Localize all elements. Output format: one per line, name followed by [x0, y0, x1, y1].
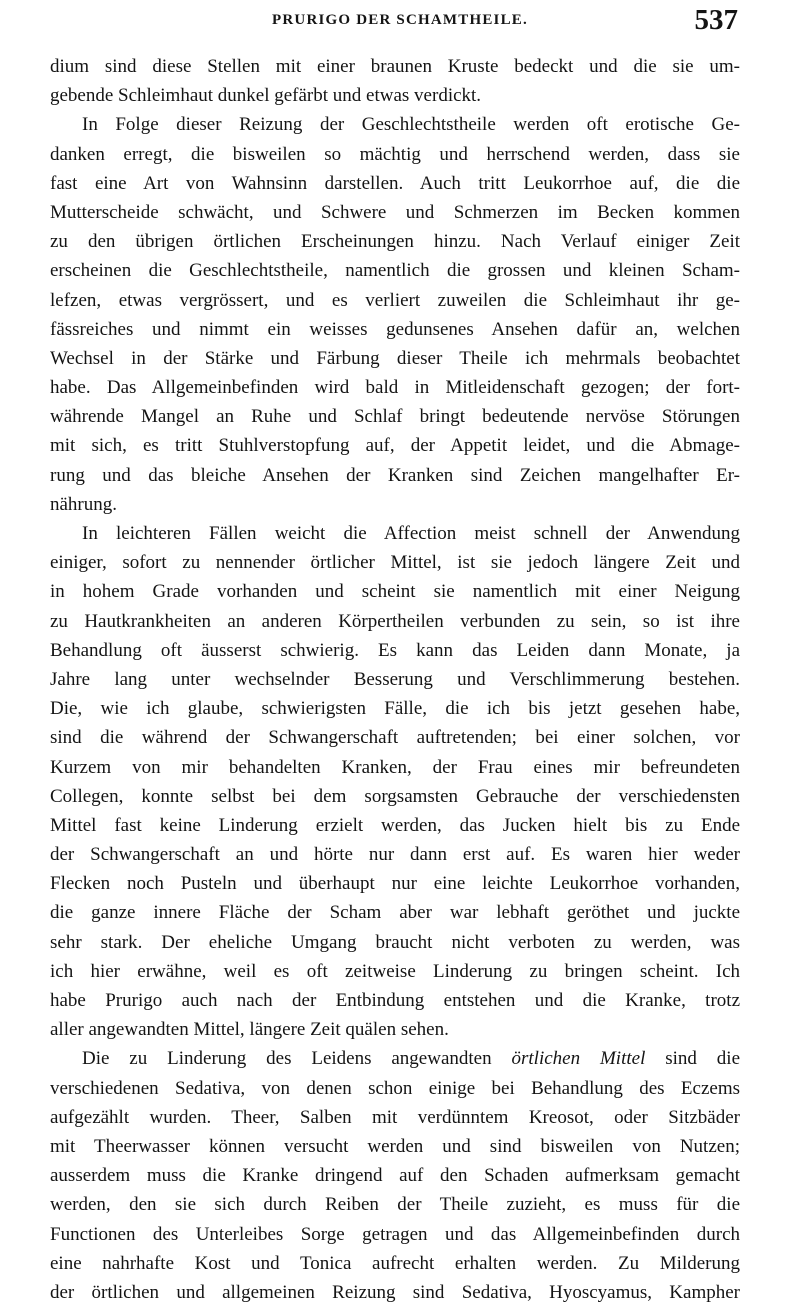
text-line: Jahre lang unter wechselnder Besserung und Verschlimmerung bestehen. — [50, 668, 740, 690]
text-line: In Folge dieser Reizung der Geschlechtstheile werden oft erotische Ge- — [82, 114, 740, 136]
text-line: Kurzem von mir behandelten Kranken, der Frau eines mir befreundeten — [50, 756, 740, 778]
body-text — [50, 52, 740, 1307]
text-line: zu den übrigen örtlichen Erscheinungen hinzu. Nach Verlauf einiger Zeit — [50, 231, 740, 253]
text-line-with-emphasis — [50, 1044, 740, 1073]
text-line: Collegen, konnte selbst bei dem sorgsamsten Gebrauche der verschiedensten — [50, 785, 740, 807]
running-title: PRURIGO DER SCHAMTHEILE. — [272, 12, 528, 28]
text-line: eine nahrhafte Kost und Tonica aufrecht erhalten werden. Zu Milderung — [50, 1252, 740, 1274]
text-line: sind die während der Schwangerschaft auftretenden; bei einer solchen, vor — [50, 727, 740, 749]
text-line: währende Mangel an Ruhe und Schlaf bringt bedeutende nervöse Störungen — [50, 406, 740, 428]
text-line: danken erregt, die bisweilen so mächtig und herrschend werden, dass sie — [50, 143, 740, 165]
text-line: Mittel fast keine Linderung erzielt werden, das Jucken hielt bis zu Ende — [50, 814, 740, 836]
text-line: Behandlung oft äusserst schwierig. Es kann das Leiden dann Monate, ja — [50, 639, 740, 661]
text-line: habe Prurigo auch nach der Entbindung entstehen und die Kranke, trotz — [50, 990, 740, 1011]
page-number: 537 — [694, 4, 738, 36]
text-line: mit Theerwasser können versucht werden und sind bisweilen von Nutzen; — [50, 1135, 740, 1157]
text-line: dium sind diese Stellen mit einer braunen Kruste bedeckt und die sie um- — [50, 56, 740, 77]
text-line: aller angewandten Mittel, längere Zeit quälen sehen. — [50, 1019, 449, 1041]
text-line: fässreiches und nimmt ein weisses gedunsenes Ansehen dafür an, welchen — [50, 318, 740, 340]
text-line: rung und das bleiche Ansehen der Kranken sind Zeichen mangelhafter Er- — [50, 464, 740, 486]
text-line: lefzen, etwas vergrössert, und es verliert zuweilen die Schleimhaut ihr ge- — [50, 289, 740, 311]
text-line: erscheinen die Geschlechtstheile, namentlich die grossen und kleinen Scham- — [50, 260, 740, 282]
text-line: Mutterscheide schwächt, und Schwere und Schmerzen im Becken kommen — [50, 201, 740, 223]
text-line: der örtlichen und allgemeinen Reizung sind Sedativa, Hyoscyamus, Kampher — [50, 1281, 740, 1303]
text-line: Flecken noch Pusteln und überhaupt nur eine leichte Leukorrhoe vorhanden, — [50, 873, 740, 895]
text-line: die ganze innere Fläche der Scham aber war lebhaft geröthet und juckte — [50, 902, 740, 924]
text-line: einiger, sofort zu nennender örtlicher Mittel, ist sie jedoch längere Zeit und — [50, 552, 740, 574]
text-line: habe. Das Allgemeinbefinden wird bald in Mitleidenschaft gezogen; der fort- — [50, 377, 740, 399]
text-line: Wechsel in der Stärke und Färbung dieser Theile ich mehrmals beobachtet — [50, 347, 740, 369]
text-line: mit sich, es tritt Stuhlverstopfung auf, der Appetit leidet, und die Abmage- — [50, 435, 740, 457]
text-line: gebende Schleimhaut dunkel gefärbt und etwas verdickt. — [50, 85, 482, 107]
text-line: in hohem Grade vorhanden und scheint sie namentlich mit einer Neigung — [50, 581, 740, 603]
emphasized-term: örtlichen Mittel — [511, 1048, 646, 1070]
text-line: aufgezählt wurden. Theer, Salben mit verdünntem Kreosot, oder Sitzbäder — [50, 1106, 740, 1128]
text-line: werden, den sie sich durch Reiben der Theile zuzieht, es muss für die — [50, 1194, 740, 1216]
text-line: nährung. — [50, 493, 118, 515]
text-segment: sind die — [645, 1048, 740, 1070]
text-line: In leichteren Fällen weicht die Affection meist schnell der Anwendung — [82, 523, 740, 544]
text-line: ich hier erwähne, weil es oft zeitweise Linderung zu bringen scheint. Ich — [50, 960, 740, 982]
text-segment: Die zu Linderung des Leidens angewandten — [82, 1048, 512, 1070]
text-line: sehr stark. Der eheliche Umgang braucht nicht verboten zu werden, was — [50, 931, 740, 953]
text-line: verschiedenen Sedativa, von denen schon einige bei Behandlung des Eczems — [50, 1077, 740, 1099]
text-line: zu Hautkrankheiten an anderen Körpertheilen verbunden zu sein, so ist ihre — [50, 610, 740, 632]
running-head — [0, 4, 800, 44]
text-line: ausserdem muss die Kranke dringend auf den Schaden aufmerksam gemacht — [50, 1165, 740, 1187]
text-line: fast eine Art von Wahnsinn darstellen. Auch tritt Leukorrhoe auf, die die — [50, 172, 740, 194]
text-line: der Schwangerschaft an und hörte nur dann erst auf. Es waren hier weder — [50, 844, 740, 866]
text-line: Die, wie ich glaube, schwierigsten Fälle, die ich bis jetzt gesehen habe, — [50, 698, 740, 720]
text-line: Functionen des Unterleibes Sorge getragen und das Allgemeinbefinden durch — [50, 1223, 740, 1245]
